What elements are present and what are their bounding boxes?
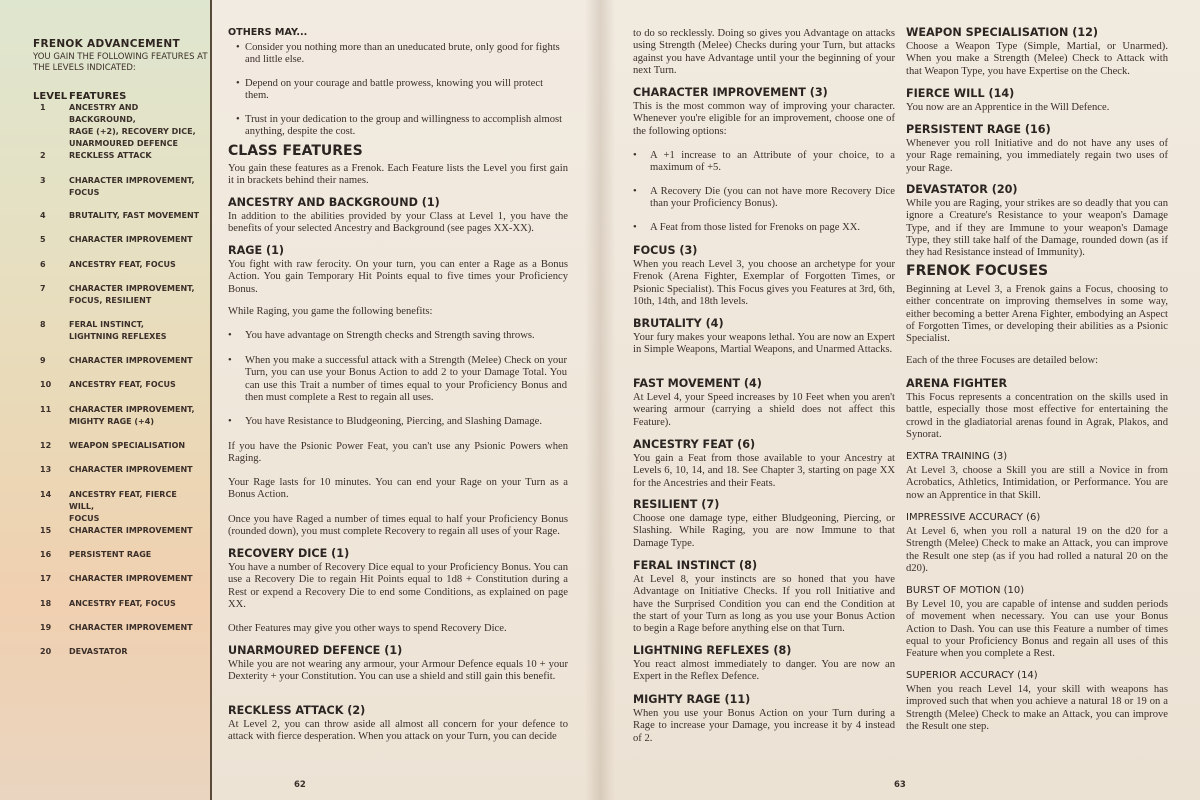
- feature-line: FERAL INSTINCT,: [69, 320, 144, 329]
- sidebar-subtitle-line: THE LEVELS INDICATED:: [33, 63, 136, 73]
- weapon-spec-heading: WEAPON SPECIALISATION (12): [906, 26, 1099, 39]
- persistent-heading: PERSISTENT RAGE (16): [906, 123, 1051, 136]
- frenok-focuses-heading: FRENOK FOCUSES: [906, 263, 1049, 279]
- brutality-text: Your fury makes your weapons lethal. You are now an Expert in Simple Weapons, Martial Weapons, and Unarmed Attacks.: [633, 332, 895, 356]
- feature-line: RECKLESS ATTACK: [69, 151, 152, 160]
- reckless-heading: RECKLESS ATTACK (2): [228, 704, 366, 717]
- feature-line: BRUTALITY, FAST MOVEMENT: [69, 211, 200, 220]
- frenok-focuses-text-1: Beginning at Level 3, a Frenok gains a Focus, choosing to either concentrate on improving themselves in some way, either becoming a better Arena Fighter, embodying an Aspect of Forgotten Times, or developing their abilities as a Psionic Specialist.: [906, 284, 1168, 345]
- unarmoured-heading: UNARMOURED DEFENCE (1): [228, 644, 403, 657]
- feature-line: LIGHTNING REFLEXES: [69, 332, 167, 341]
- feature-line: CHARACTER IMPROVEMENT: [69, 235, 193, 244]
- level-number: 6: [40, 260, 46, 269]
- level-features: [69, 404, 204, 428]
- advancement-sidebar: [0, 0, 212, 800]
- page-number-left: 62: [294, 780, 306, 790]
- feature-line: FOCUS: [69, 188, 100, 197]
- burst-text: By Level 10, you are capable of intense and sudden periods of movement when necessary. You can use your Bonus Action to Dash. You can use this Feature a number of times equal to your Proficiency Bonus and regain all uses of this Feature when you complete a Rest.: [906, 599, 1168, 660]
- level-number: 8: [40, 320, 46, 329]
- level-features: [69, 102, 204, 150]
- level-features: [69, 210, 204, 222]
- level-features: [69, 150, 204, 162]
- feral-heading: FERAL INSTINCT (8): [633, 559, 758, 572]
- feature-line: FOCUS: [69, 514, 100, 523]
- level-number: 18: [40, 599, 52, 608]
- level-features: [69, 598, 204, 610]
- feature-line: PERSISTENT RAGE: [69, 550, 152, 559]
- feature-line: CHARACTER IMPROVEMENT: [69, 623, 193, 632]
- rage-text-4: Your Rage lasts for 10 minutes. You can end your Rage on your Turn as a Bonus Action.: [228, 477, 568, 501]
- level-number: 17: [40, 574, 52, 583]
- mighty-heading: MIGHTY RAGE (11): [633, 693, 751, 706]
- level-number: 19: [40, 623, 52, 632]
- weapon-spec-text: Choose a Weapon Type (Simple, Martial, or Unarmed). When you make a Strength (Melee) Check to Attack with that Weapon Type, you have Expertise on the Check.: [906, 41, 1168, 77]
- ancestry-feat-text: You gain a Feat from those available to your Ancestry at Levels 6, 10, 14, and 18. See Chapter 3, starting on page XX for the Ancestries and their Feats.: [633, 453, 895, 489]
- feature-line: CHARACTER IMPROVEMENT,: [69, 176, 195, 185]
- persistent-text: Whenever you roll Initiative and do not have any uses of your Rage remaining, you immediately regain two uses of your Rage.: [906, 138, 1168, 174]
- feature-line: MIGHTY RAGE (+4): [69, 417, 154, 426]
- level-number: 7: [40, 284, 46, 293]
- bullet-dot: •: [633, 222, 637, 233]
- level-number: 9: [40, 356, 46, 365]
- class-features-text: You gain these features as a Frenok. Each Feature lists the Level you first gain it in brackets behind their names.: [228, 163, 568, 187]
- feature-line: DEVASTATOR: [69, 647, 128, 656]
- lightning-text: You react almost immediately to danger. You are now an Expert in the Reflex Defence.: [633, 659, 895, 683]
- recovery-text-2: Other Features may give you other ways to spend Recovery Dice.: [228, 623, 507, 634]
- level-features: [69, 319, 204, 343]
- rage-text-3: If you have the Psionic Power Feat, you can't use any Psionic Powers when Raging.: [228, 441, 568, 465]
- level-number: 14: [40, 490, 52, 499]
- recovery-heading: RECOVERY DICE (1): [228, 547, 350, 560]
- fierce-will-heading: FIERCE WILL (14): [906, 87, 1015, 100]
- bullet-dot: •: [228, 330, 232, 341]
- level-features: [69, 622, 204, 634]
- focus-heading: FOCUS (3): [633, 244, 698, 257]
- level-features: [69, 175, 204, 199]
- level-features: [69, 525, 204, 537]
- bullet-dot: •: [236, 78, 240, 89]
- book-gutter: [585, 0, 615, 800]
- frenok-focuses-text-2: Each of the three Focuses are detailed below:: [906, 355, 1099, 366]
- rage-text-1: You fight with raw ferocity. On your turn, you can enter a Rage as a Bonus Action. You gain Temporary Hit Points equal to five times your Proficiency Bonus.: [228, 259, 568, 295]
- burst-heading: BURST OF MOTION (10): [906, 585, 1025, 596]
- bullet-text: Depend on your courage and battle prowess, knowing you will protect them.: [245, 78, 544, 102]
- level-features: [69, 379, 204, 391]
- rage-heading: RAGE (1): [228, 244, 285, 257]
- sidebar-subtitle: [33, 52, 208, 74]
- bullet-dot: •: [633, 186, 637, 197]
- extra-training-text: At Level 3, choose a Skill you are still a Novice in from Acrobatics, Athletics, Intimidation, or Performance. You are now an Apprentice in that Skill.: [906, 465, 1168, 501]
- brutality-heading: BRUTALITY (4): [633, 317, 724, 330]
- reckless-continued-text: to do so recklessly. Doing so gives you Advantage on attacks using Strength (Melee) Checks during your Turn, but attacks against you have Advantage until your the beginning of your next Turn.: [633, 28, 895, 76]
- arena-fighter-heading: ARENA FIGHTER: [906, 377, 1008, 390]
- ancestry-text: In addition to the abilities provided by your Class at Level 1, you have the benefits of your selected Ancestry and Background (see pages XX-XX).: [228, 211, 568, 235]
- column-header-features: FEATURES: [69, 91, 127, 102]
- feature-line: CHARACTER IMPROVEMENT: [69, 574, 193, 583]
- arena-fighter-text: This Focus represents a concentration on the skills used in battle, especially those most effective for entertaining the crowd in the gladiatorial arenas found in Agrak, Plakos, and Synorat.: [906, 392, 1168, 440]
- level-number: 13: [40, 465, 52, 474]
- bullet-text: A Recovery Die (you can not have more Recovery Dice than your Proficiency Bonus).: [650, 186, 895, 210]
- bullet-text: A +1 increase to an Attribute of your choice, to a maximum of +5.: [650, 150, 895, 174]
- feature-line: ANCESTRY FEAT, FOCUS: [69, 260, 176, 269]
- recovery-text-1: You have a number of Recovery Dice equal to your Proficiency Bonus. You can use a Recovery Die to regain Hit Points equal to 1d8 + Constitution during a Rest or expend a Recovery Die to end some Conditions, as explained on page XX.: [228, 562, 568, 610]
- level-number: 10: [40, 380, 52, 389]
- rage-text-5: Once you have Raged a number of times equal to half your Proficiency Bonus (rounded down), you must complete Recovery to regain all uses of your Rage.: [228, 514, 568, 538]
- bullet-dot: •: [236, 114, 240, 125]
- feature-line: WEAPON SPECIALISATION: [69, 441, 186, 450]
- feature-line: CHARACTER IMPROVEMENT,: [69, 284, 195, 293]
- level-features: [69, 440, 204, 452]
- fast-movement-heading: FAST MOVEMENT (4): [633, 377, 762, 390]
- level-features: [69, 234, 204, 246]
- level-features: [69, 283, 204, 307]
- fierce-will-text: You now are an Apprentice in the Will Defence.: [906, 102, 1110, 113]
- level-number: 16: [40, 550, 52, 559]
- mighty-text: When you use your Bonus Action on your Turn during a Rage to increase your Damage, you increase it by 4 instead of 2.: [633, 708, 895, 744]
- rage-text-2: While Raging, you game the following benefits:: [228, 306, 433, 317]
- bullet-dot: •: [633, 150, 637, 161]
- level-number: 2: [40, 151, 46, 160]
- extra-training-heading: EXTRA TRAINING (3): [906, 451, 1008, 462]
- level-features: [69, 549, 204, 561]
- bullet-text: Trust in your dedication to the group and willingness to accomplish almost anything, despite the cost.: [245, 114, 563, 138]
- resilient-heading: RESILIENT (7): [633, 498, 720, 511]
- feature-line: ANCESTRY FEAT, FOCUS: [69, 599, 176, 608]
- char-improvement-text: This is the most common way of improving your character. Whenever you're eligible for an improvement, choose one of the following options:: [633, 101, 895, 137]
- char-improvement-heading: CHARACTER IMPROVEMENT (3): [633, 86, 828, 99]
- feature-line: ANCESTRY AND BACKGROUND,: [69, 103, 139, 124]
- level-features: [69, 259, 204, 271]
- level-number: 20: [40, 647, 52, 656]
- bullet-text: You have Resistance to Bludgeoning, Piercing, and Slashing Damage.: [245, 416, 542, 427]
- bullet-dot: •: [228, 416, 232, 427]
- column-header-level: LEVEL: [33, 91, 68, 102]
- ancestry-heading: ANCESTRY AND BACKGROUND (1): [228, 196, 440, 209]
- level-number: 12: [40, 441, 52, 450]
- feature-line: CHARACTER IMPROVEMENT: [69, 465, 193, 474]
- feature-line: UNARMOURED DEFENCE: [69, 139, 178, 148]
- feature-line: CHARACTER IMPROVEMENT: [69, 356, 193, 365]
- impressive-heading: IMPRESSIVE ACCURACY (6): [906, 512, 1041, 523]
- superior-heading: SUPERIOR ACCURACY (14): [906, 670, 1038, 681]
- ancestry-feat-heading: ANCESTRY FEAT (6): [633, 438, 756, 451]
- bullet-text: Consider you nothing more than an uneducated brute, only good for fights and little else.: [245, 42, 560, 66]
- reckless-text: At Level 2, you can throw aside all almost all concern for your defence to attack with fierce desperation. When you attack on your Turn, you can decide: [228, 719, 568, 743]
- bullet-dot: •: [236, 42, 240, 53]
- fast-movement-text: At Level 4, your Speed increases by 10 Feet when you aren't wearing armour (carrying a shield does not affect this Feature).: [633, 392, 895, 428]
- feature-line: FOCUS, RESILIENT: [69, 296, 152, 305]
- unarmoured-text: While you are not wearing any armour, your Armour Defence equals 10 + your Dexterity + your Constitution. You can use a shield and still gain this benefit.: [228, 659, 568, 683]
- level-number: 11: [40, 405, 52, 414]
- superior-text: When you reach Level 14, your skill with weapons has improved such that when you achieve a natural 18 or 19 on a Strength (Melee) Check to make an Attack, you can improve the Result one step.: [906, 684, 1168, 732]
- level-features: [69, 573, 204, 585]
- bullet-dot: •: [228, 355, 232, 366]
- level-features: [69, 355, 204, 367]
- others-may-heading: OTHERS MAY...: [228, 27, 308, 38]
- level-number: 4: [40, 211, 46, 220]
- lightning-heading: LIGHTNING REFLEXES (8): [633, 644, 792, 657]
- resilient-text: Choose one damage type, either Bludgeoning, Piercing, or Slashing. While Raging, you are now Immune to that Damage Type.: [633, 513, 895, 549]
- feature-line: ANCESTRY FEAT, FOCUS: [69, 380, 176, 389]
- bullet-text: You have advantage on Strength checks and Strength saving throws.: [245, 330, 535, 341]
- feature-line: RAGE (+2), RECOVERY DICE,: [69, 127, 196, 136]
- feature-line: ANCESTRY FEAT, FIERCE WILL,: [69, 490, 177, 511]
- focus-text: When you reach Level 3, you choose an archetype for your Frenok (Arena Fighter, Exemplar of Forgotten Times, or Psionic Specialist). This Focus gives you Features at 3rd, 6th, 10th, 14th, and 18th levels.: [633, 259, 895, 307]
- feature-line: CHARACTER IMPROVEMENT: [69, 526, 193, 535]
- feral-text: At Level 8, your instincts are so honed that you have Advantage on Initiative Checks. If you roll Initiative and have the Surprised Condition you can end the Condition at the start of your Turn as long as you use your Bonus Action to begin a Rage before anything else on that Turn.: [633, 574, 895, 635]
- level-features: [69, 464, 204, 476]
- impressive-text: At Level 6, when you roll a natural 19 on the d20 for a Strength (Melee) Check to make an Attack, you can improve the Result one step (as if you had rolled a natural 20 on the d20).: [906, 526, 1168, 574]
- class-features-heading: CLASS FEATURES: [228, 143, 363, 159]
- devastator-heading: DEVASTATOR (20): [906, 183, 1018, 196]
- sidebar-subtitle-line: YOU GAIN THE FOLLOWING FEATURES AT: [33, 52, 208, 62]
- feature-line: CHARACTER IMPROVEMENT,: [69, 405, 195, 414]
- sidebar-title: FRENOK ADVANCEMENT: [33, 38, 180, 50]
- level-number: 5: [40, 235, 46, 244]
- level-number: 3: [40, 176, 46, 185]
- level-features: [69, 489, 204, 525]
- level-number: 1: [40, 103, 46, 112]
- level-number: 15: [40, 526, 52, 535]
- bullet-text: A Feat from those listed for Frenoks on page XX.: [650, 222, 861, 233]
- page-number-right: 63: [894, 780, 906, 790]
- bullet-text: When you make a successful attack with a Strength (Melee) Check on your Turn, you can use your Bonus Action to add 2 to your Damage Total. You can use this Trait a number of times equal to your Proficiency Bonus and then must complete a Rest to regain all uses.: [245, 355, 567, 403]
- level-features: [69, 646, 204, 658]
- devastator-text: While you are Raging, your strikes are so deadly that you can ignore a Creature's Resistance to your weapon's Damage Type, and if they are Immune to your weapon's Damage Type, they still take half of the Damage, rounded down (as if they had Resistance instead of Immunity).: [906, 198, 1168, 259]
